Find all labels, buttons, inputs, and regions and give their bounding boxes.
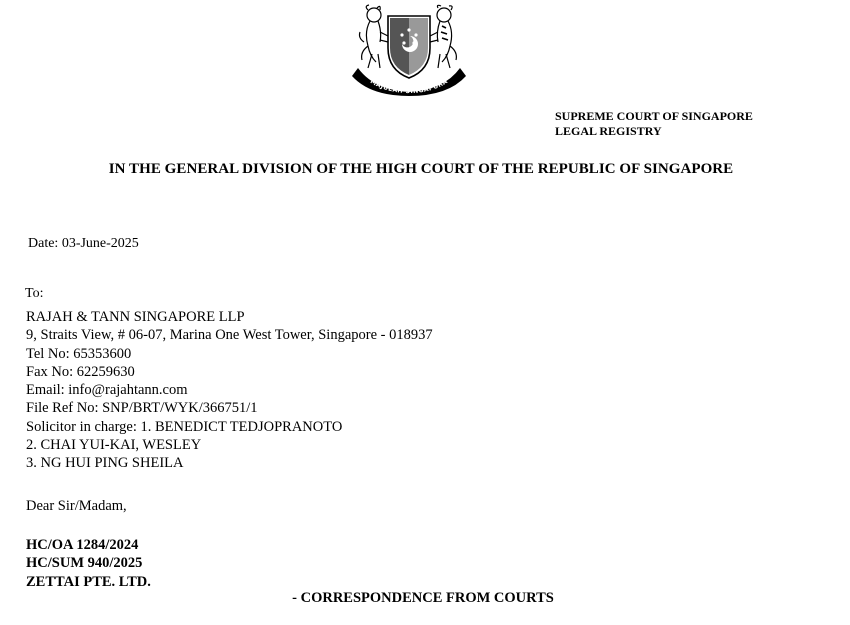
fax-number: Fax No: 62259630: [26, 363, 135, 380]
solicitor-1: Solicitor in charge: 1. BENEDICT TEDJOPRANOTO: [26, 418, 343, 435]
case-references: [26, 536, 151, 591]
firm-name: RAJAH & TANN SINGAPORE LLP: [26, 309, 245, 325]
lion-supporter-icon: [360, 5, 389, 68]
shield-icon: [388, 16, 430, 78]
registry-line-2: LEGAL REGISTRY: [555, 124, 662, 138]
case-ref-oa: HC/OA 1284/2024: [26, 537, 139, 553]
salutation: Dear Sir/Madam,: [26, 498, 127, 514]
firm-address: 9, Straits View, # 06-07, Marina One West Tower, Singapore - 018937: [26, 327, 433, 344]
registry-heading: [555, 109, 753, 139]
tel-number: Tel No: 65353600: [26, 345, 132, 362]
registry-line-1: SUPREME COURT OF SINGAPORE: [555, 109, 753, 123]
subject-line: - CORRESPONDENCE FROM COURTS: [292, 590, 554, 606]
case-ref-sum: HC/SUM 940/2025: [26, 555, 143, 572]
file-reference: File Ref No: SNP/BRT/WYK/366751/1: [26, 400, 258, 417]
court-title: IN THE GENERAL DIVISION OF THE HIGH COURT OF THE REPUBLIC OF SINGAPORE: [108, 161, 734, 177]
solicitor-3: 3. NG HUI PING SHEILA: [26, 455, 184, 472]
letter-date: Date: 03-June-2025: [28, 236, 139, 251]
singapore-coat-of-arms-logo: [350, 2, 468, 96]
to-label: To:: [25, 286, 44, 301]
addressee-block: [26, 308, 433, 473]
party-name: ZETTAI PTE. LTD.: [26, 573, 151, 590]
tiger-supporter-icon: [430, 5, 456, 68]
solicitor-2: 2. CHAI YUI-KAI, WESLEY: [26, 437, 202, 454]
motto-text: MAJULAH SINGAPURA: [368, 78, 450, 96]
email-address: Email: info@rajahtann.com: [26, 382, 188, 399]
